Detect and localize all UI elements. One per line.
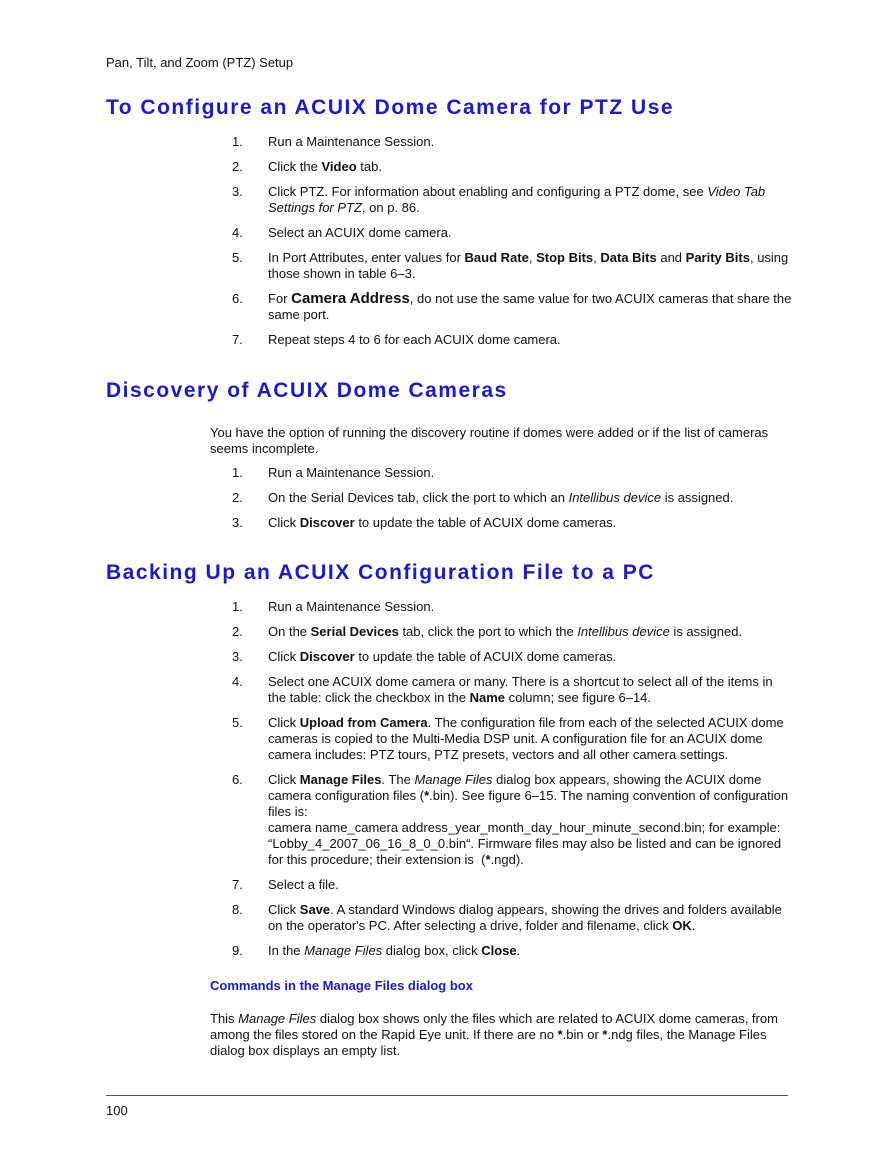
step-item — [0, 465, 892, 481]
step-item — [0, 674, 892, 706]
step-item — [0, 902, 892, 934]
step-text: On the Serial Devices tab, click the port to which an Intellibus device is assigned. — [268, 490, 734, 505]
step-text: Run a Maintenance Session. — [268, 134, 435, 149]
step-text: Click the Video tab. — [268, 159, 382, 174]
step-item — [0, 624, 892, 640]
step-text: In the Manage Files dialog box, click Close. — [268, 943, 521, 958]
step-number: 3. — [232, 184, 243, 199]
step-number: 6. — [232, 772, 243, 787]
step-item — [0, 772, 892, 868]
step-text: Click PTZ. For information about enabling and configuring a PTZ dome, see Video Tab Settings for PTZ, on p. 86. — [268, 184, 766, 215]
backup-steps-list — [0, 599, 892, 968]
section-title-backup: Backing Up an ACUIX Configuration File to a PC — [106, 561, 655, 584]
running-header: Pan, Tilt, and Zoom (PTZ) Setup — [106, 55, 294, 70]
step-item — [0, 877, 892, 893]
step-text: Select one ACUIX dome camera or many. There is a shortcut to select all of the items in the table: click the checkbox in the Name column; see figure 6–14. — [268, 674, 773, 705]
step-text: Select an ACUIX dome camera. — [268, 225, 452, 240]
step-text: Click Save. A standard Windows dialog appears, showing the drives and folders available on the operator's PC. After selecting a drive, folder and filename, click OK. — [268, 902, 782, 933]
discovery-steps-list — [0, 465, 892, 540]
step-item — [0, 490, 892, 506]
step-number: 1. — [232, 134, 243, 149]
section-title-discovery: Discovery of ACUIX Dome Cameras — [106, 379, 508, 402]
step-text: Run a Maintenance Session. — [268, 465, 435, 480]
step-number: 1. — [232, 465, 243, 480]
step-item — [0, 515, 892, 531]
step-item — [0, 649, 892, 665]
step-item — [0, 184, 892, 216]
step-text: Repeat steps 4 to 6 for each ACUIX dome camera. — [268, 332, 561, 347]
step-text: In Port Attributes, enter values for Baud Rate, Stop Bits, Data Bits and Parity Bits, using those shown in table 6–3. — [268, 250, 789, 281]
commands-subheading: Commands in the Manage Files dialog box — [210, 978, 473, 993]
step-number: 2. — [232, 159, 243, 174]
step-item — [0, 943, 892, 959]
footer-rule — [106, 1095, 788, 1096]
step-number: 3. — [232, 515, 243, 530]
step-number: 5. — [232, 250, 243, 265]
step-item — [0, 225, 892, 241]
step-number: 1. — [232, 599, 243, 614]
section-title-configure: To Configure an ACUIX Dome Camera for PTZ Use — [106, 96, 675, 119]
step-text: Click Manage Files. The Manage Files dialog box appears, showing the ACUIX dome camera configuration files (*.bin). See figure 6–15. The naming convention of configuration files is: camera name_camera address_year_month_day_hour_minute_second.bin; for example: “Lobby_4_2007_06_16_8_0_0.bin“. Firmware files may also be listed and can be ignored for this procedure; their extension is (*.ngd). — [268, 772, 789, 867]
step-text: Select a file. — [268, 877, 339, 892]
step-number: 4. — [232, 674, 243, 689]
step-number: 5. — [232, 715, 243, 730]
step-text: For Camera Address, do not use the same value for two ACUIX cameras that share the same port. — [268, 290, 792, 322]
step-number: 3. — [232, 649, 243, 664]
step-number: 2. — [232, 490, 243, 505]
step-text: Click Discover to update the table of ACUIX dome cameras. — [268, 515, 617, 530]
step-item — [0, 134, 892, 150]
closing-paragraph: This Manage Files dialog box shows only the files which are related to ACUIX dome cameras, from among the files stored on the Rapid Eye unit. If there are no *.bin or *.ndg files, the Manage Files dialog box displays an empty list. — [210, 1011, 778, 1058]
step-number: 9. — [232, 943, 243, 958]
configure-steps-list — [0, 134, 892, 357]
step-item — [0, 599, 892, 615]
step-text: Click Upload from Camera. The configuration file from each of the selected ACUIX dome cameras is copied to the Multi-Media DSP unit. A configuration file for an ACUIX dome camera includes: PTZ tours, PTZ presets, vectors and all other camera settings. — [268, 715, 784, 762]
step-item — [0, 715, 892, 763]
step-item — [0, 250, 892, 282]
page-number: 100 — [106, 1103, 128, 1118]
step-item — [0, 159, 892, 175]
step-text: On the Serial Devices tab, click the port to which the Intellibus device is assigned. — [268, 624, 743, 639]
step-number: 6. — [232, 291, 243, 306]
step-number: 7. — [232, 332, 243, 347]
discovery-intro: You have the option of running the discovery routine if domes were added or if the list of cameras seems incomplete. — [210, 425, 769, 456]
step-number: 4. — [232, 225, 243, 240]
step-text: Run a Maintenance Session. — [268, 599, 435, 614]
step-number: 2. — [232, 624, 243, 639]
step-item — [0, 291, 892, 323]
step-number: 7. — [232, 877, 243, 892]
step-item — [0, 332, 892, 348]
step-number: 8. — [232, 902, 243, 917]
step-text: Click Discover to update the table of ACUIX dome cameras. — [268, 649, 617, 664]
